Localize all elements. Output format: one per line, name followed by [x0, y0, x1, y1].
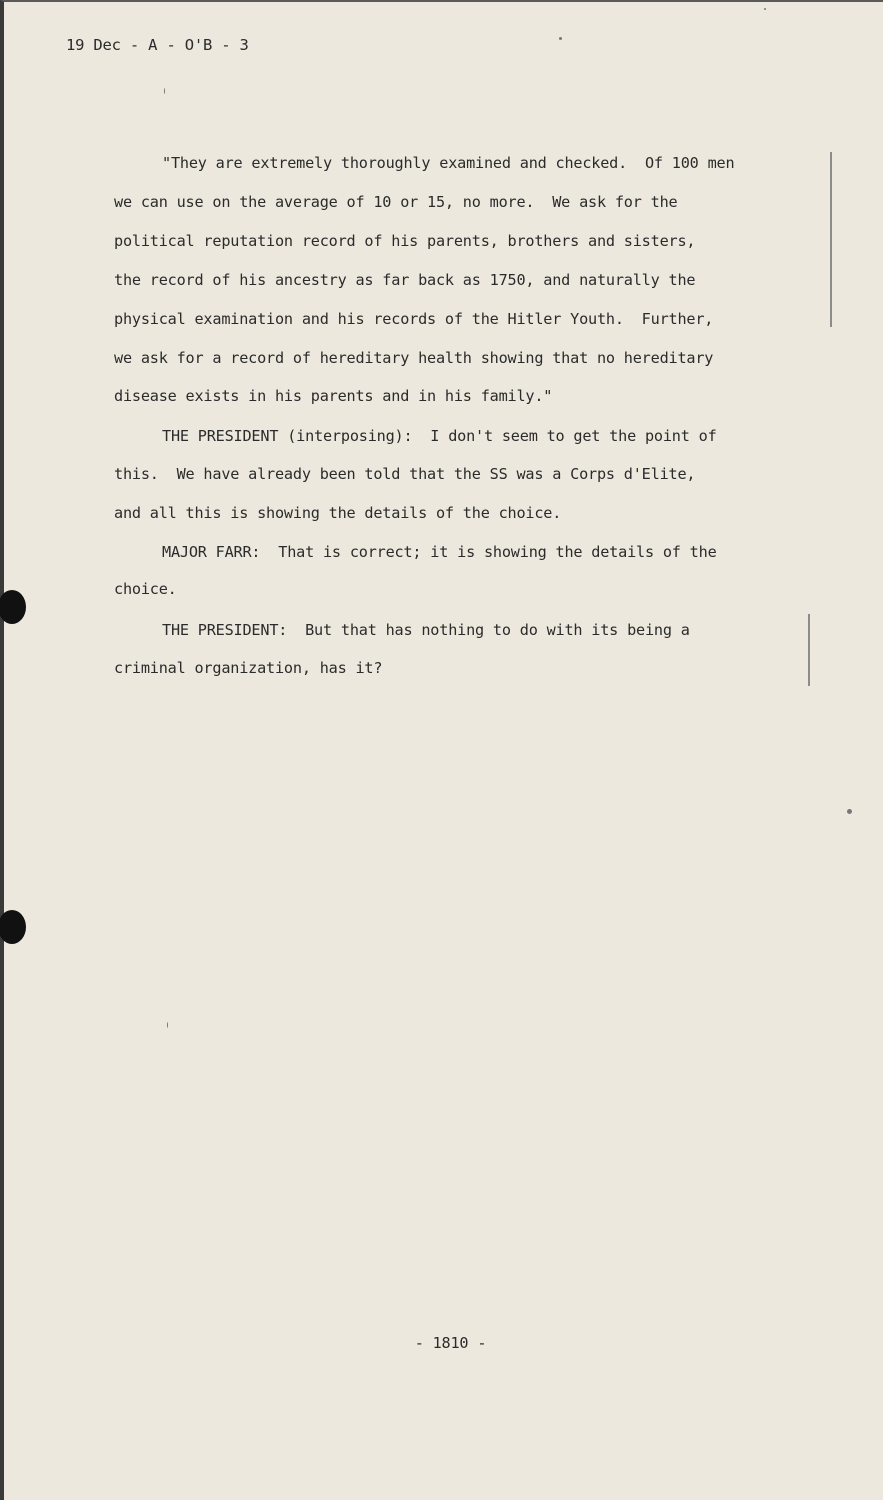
text-line: disease exists in his parents and in his family."	[114, 387, 553, 405]
paper-speck	[764, 8, 766, 10]
margin-mark	[808, 614, 810, 686]
text-line: we ask for a record of hereditary health showing that no hereditary	[114, 349, 714, 367]
text-line: political reputation record of his parents, brothers and sisters,	[114, 232, 696, 250]
document-header: 19 Dec - A - O'B - 3	[66, 36, 249, 54]
text-line: criminal organization, has it?	[114, 659, 383, 677]
paper-speck	[164, 88, 165, 94]
text-line: THE PRESIDENT (interposing): I don't seem to get the point of	[162, 427, 717, 445]
punch-hole	[0, 910, 26, 944]
punch-hole	[0, 590, 26, 624]
text-line: choice.	[114, 580, 177, 598]
text-line: we can use on the average of 10 or 15, no more. We ask for the	[114, 193, 678, 211]
paper-speck	[847, 809, 852, 814]
paper-speck	[559, 37, 562, 40]
text-line: physical examination and his records of the Hitler Youth. Further,	[114, 310, 714, 328]
paper-speck	[167, 1022, 168, 1028]
text-line: this. We have already been told that the SS was a Corps d'Elite,	[114, 465, 696, 483]
text-line: and all this is showing the details of the choice.	[114, 504, 562, 522]
text-line: the record of his ancestry as far back as 1750, and naturally the	[114, 271, 696, 289]
text-line: MAJOR FARR: That is correct; it is showing the details of the	[162, 543, 717, 561]
page-number: - 1810 -	[414, 1334, 487, 1352]
margin-mark	[830, 152, 832, 327]
text-line: "They are extremely thoroughly examined and checked. Of 100 men	[162, 154, 735, 172]
text-line: THE PRESIDENT: But that has nothing to do with its being a	[162, 621, 690, 639]
